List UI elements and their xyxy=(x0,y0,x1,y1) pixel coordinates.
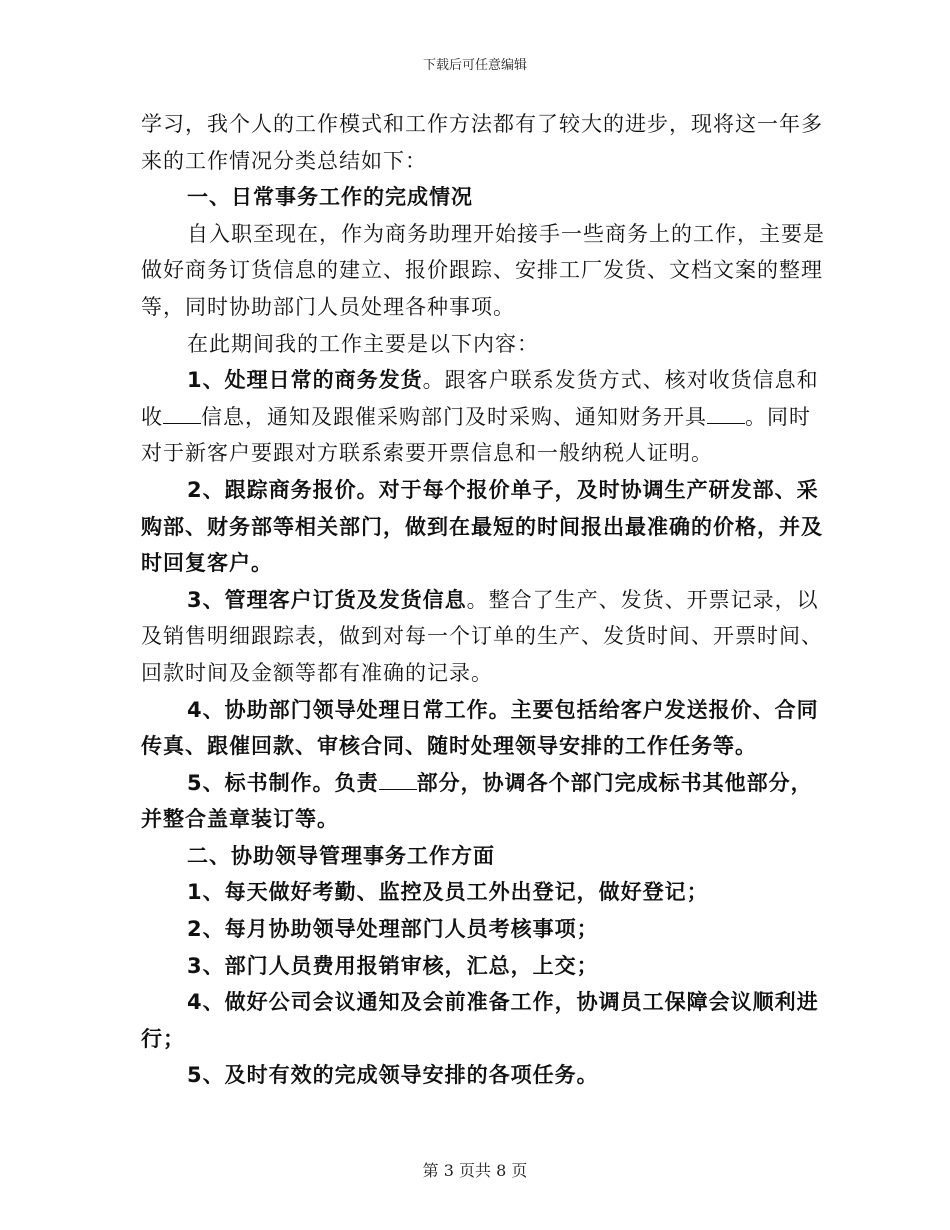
list-item-2: 2、跟踪商务报价。对于每个报价单子，及时协调生产研发部、采购部、财务部等相关部门，做到在最短的时间报出最准确的价格，并及时回复客户。 xyxy=(141,477,823,576)
list-item-5 xyxy=(141,765,831,838)
task-item-1: 1、每天做好考勤、监控及员工外出登记，做好登记； xyxy=(187,880,709,905)
list-item-4: 4、协助部门领导处理日常工作。主要包括给客户发送报价、合同传真、跟催回款、审核合同、随时处理领导安排的工作任务等。 xyxy=(141,697,819,759)
blank-line xyxy=(163,405,201,424)
section-heading-1: 一、日常事务工作的完成情况 xyxy=(187,185,473,210)
list-item-5-text-b: 部分，协调各个部门完成标书其他部分，并整合盖章装订等。 xyxy=(141,770,813,832)
task-item-5: 5、及时有效的完成领导安排的各项任务。 xyxy=(187,1063,599,1088)
list-item-3-text: 。整合了生产、发货、开票记录，以及销售明细跟踪表，做到对每一个订单的生产、发货时间、开票时间、回款时间及金额等都有准确的记录。 xyxy=(141,587,823,685)
task-item-3: 3、部门人员费用报销审核，汇总，上交； xyxy=(187,953,599,978)
list-item-1-text-a: 。跟客户联系发货方式、核对收货信息和收 xyxy=(141,368,819,429)
list-item-3 xyxy=(141,582,831,692)
task-item-2: 2、每月协助领导处理部门人员考核事项； xyxy=(187,917,599,942)
task-item-4: 4、做好公司会议通知及会前准备工作，协调员工保障会议顺利进行； xyxy=(141,990,819,1051)
paragraph-duties-intro: 在此期间我的工作主要是以下内容： xyxy=(187,331,539,356)
blank-line xyxy=(707,405,745,424)
list-item-1-text-c: 。同时对于新客户要跟对方联系索要开票信息和一般纳税人证明。 xyxy=(141,404,811,466)
list-item-5-text-a: 5、标书制作。负责 xyxy=(187,770,379,795)
blank-line xyxy=(379,771,417,790)
list-item-3-title: 3、管理客户订货及发货信息 xyxy=(187,587,467,612)
paragraph-intro: 学习，我个人的工作模式和工作方法都有了较大的进步，现将这一年多来的工作情况分类总结如下： xyxy=(141,112,823,173)
document-body xyxy=(141,106,831,1094)
page-footer: 第 3 页共 8 页 xyxy=(422,1161,528,1180)
list-item-1 xyxy=(141,362,831,472)
paragraph-role: 自入职至现在，作为商务助理开始接手一些商务上的工作，主要是做好商务订货信息的建立、报价跟踪、安排工厂发货、文档文案的整理等，同时协助部门人员处理各种事项。 xyxy=(141,221,825,319)
section-heading-2: 二、协助领导管理事务工作方面 xyxy=(187,843,495,868)
list-item-1-text-b: 信息，通知及跟催采购部门及时采购、通知财务开具 xyxy=(201,404,707,429)
list-item-1-title: 1、处理日常的商务发货 xyxy=(187,368,423,393)
page-header: 下载后可任意编辑 xyxy=(422,58,527,73)
